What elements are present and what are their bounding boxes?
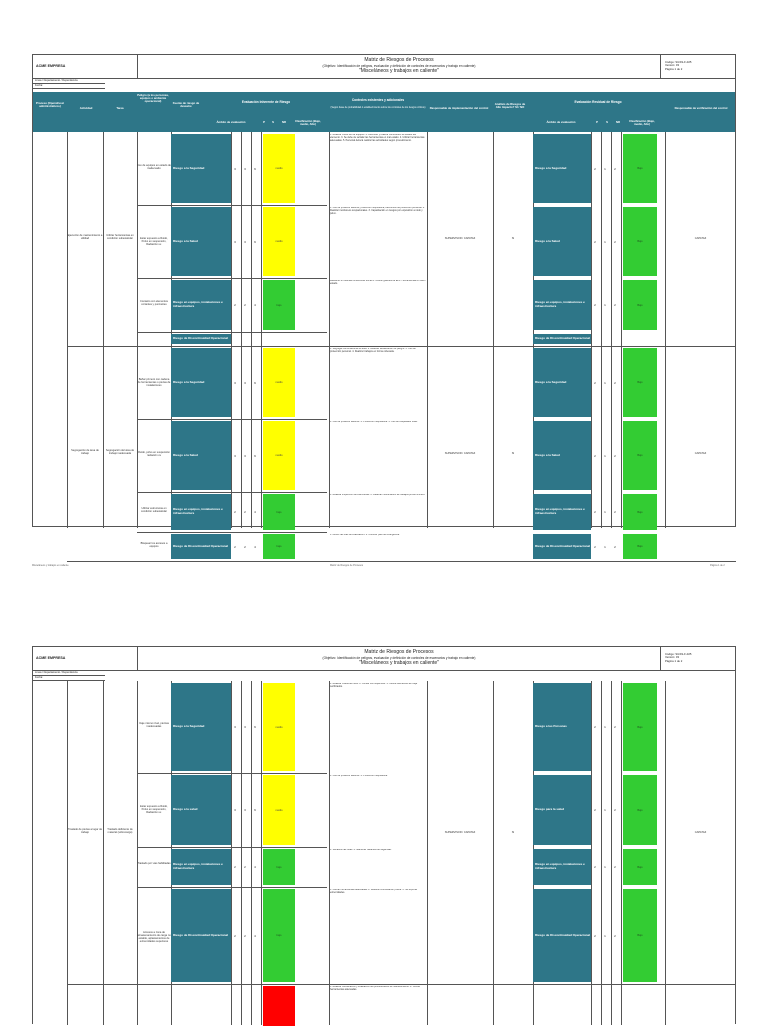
residual-s-cell: 1 xyxy=(604,380,606,385)
classification-cell: medio xyxy=(263,421,295,490)
residual-classification-cell: Bajo xyxy=(623,280,657,330)
document-objective: (Objetivo: Identificación de peligros, evaluación y definición de controles de escenarios y trabajo en caliente) xyxy=(322,64,476,68)
probability-cell: 3 xyxy=(234,725,236,729)
column-divider xyxy=(427,681,428,1025)
risk-level-cell: 4 xyxy=(254,865,256,869)
risk-level-cell: 4 xyxy=(254,510,256,514)
residual-p-cell: 2 xyxy=(594,453,596,458)
residual-classification-cell: Bajo xyxy=(623,134,657,203)
risk-type-cell: Riesgo en equipos, instalaciones e infraestructura xyxy=(171,849,231,885)
residual-classification-cell: Bajo xyxy=(623,849,657,885)
controls-cell: 1. Realizar inspección de estructuras. 2. Realizar coordinación de trabajos previo al inicio. xyxy=(330,494,426,496)
residual-nr-cell: 2 xyxy=(614,933,616,938)
document-meta-2: Código: SGSS-F-025 Versión: 03 Página 1 de 2 xyxy=(665,652,692,663)
classification-cell: medio xyxy=(263,348,295,417)
probability-cell: 3 xyxy=(234,808,236,812)
col-controls: Controles existentes y adicionales xyxy=(351,98,405,102)
probability-cell: 3 xyxy=(234,239,236,244)
group-divider xyxy=(67,561,736,562)
residual-nr-cell: 2 xyxy=(614,865,616,869)
responsible-cell: SUPERVISOR / CAPATAZ xyxy=(444,830,476,834)
document-title: Matriz de Riesgos de Procesos xyxy=(364,57,434,63)
row-divider xyxy=(137,278,327,279)
column-divider xyxy=(231,681,232,1025)
classification-cell: medio xyxy=(263,134,295,203)
column-divider xyxy=(621,681,622,1025)
column-divider xyxy=(591,681,592,1025)
residual-classification-cell: Bajo xyxy=(623,534,657,559)
residual-s-cell: 1 xyxy=(604,453,606,458)
sub-risk: Ámbito de evaluación xyxy=(216,120,246,124)
residual-s-cell: 1 xyxy=(604,725,606,729)
hazard-cell: Contacto con elementos cortantes y punzantes xyxy=(140,300,168,306)
column-divider xyxy=(251,132,252,528)
hazard-cell: Estar expuesto a Ruido, Polvo en suspensión, Radiación uv. xyxy=(140,805,168,814)
sub-nr-res: NR xyxy=(615,120,621,124)
classification-cell: medio xyxy=(263,683,295,771)
column-divider xyxy=(601,132,602,528)
risk-level-cell: 9 xyxy=(254,239,256,244)
sub-risk-res: Ámbito de evaluación xyxy=(546,120,576,124)
residual-risk-cell: Riesgo a la Salud xyxy=(533,421,591,490)
controls-cell: 1. Realizar charla de inicio. 2. Contar con supervisor. 3. Utilizar elementos de izaje certificados. xyxy=(330,683,418,688)
residual-risk-cell: Riesgo en equipos, instalaciones e infraestructura xyxy=(533,494,591,530)
pre-header-date-2: Fecha: xyxy=(33,676,105,681)
document-objective-2: (Objetivo: Identificación de peligros, evaluación y definición de controles de escenarios y trabajo en caliente) xyxy=(322,656,476,660)
sub-p: P xyxy=(263,120,265,124)
hazard-cell: Bañar primero con cadena de herramientas o piezas de instalaciones xyxy=(137,377,171,387)
cert-cell: CAPATAZ xyxy=(694,451,707,455)
residual-classification-cell: Bajo xyxy=(623,494,657,530)
residual-s-cell: 1 xyxy=(604,166,606,171)
row-divider xyxy=(137,205,327,206)
residual-s-cell: 1 xyxy=(604,303,606,307)
severity-cell: 2 xyxy=(244,865,246,869)
residual-p-cell: 2 xyxy=(594,865,596,869)
probability-cell: 2 xyxy=(234,933,236,938)
controls-cell: 1. Señalizar las rutas. 2. Mantener distancia de seguridad. xyxy=(330,849,392,851)
sub-nr: NR xyxy=(281,120,287,124)
classification-cell: bajo xyxy=(263,889,295,982)
column-divider xyxy=(137,681,138,1025)
col-process: Proceso (Operativos/ administrativos) xyxy=(35,101,65,109)
page-header-2 xyxy=(33,647,735,671)
sub-class-res: Clasificación (Bajo, medio, Alto) xyxy=(629,119,655,127)
residual-p-cell: 2 xyxy=(594,510,596,514)
column-divider xyxy=(261,132,262,528)
residual-classification-cell: Bajo xyxy=(623,348,657,417)
activity-cell: Segregación de área de trabajo xyxy=(71,448,99,455)
risk-type-cell: Riesgo a la Salud xyxy=(171,421,231,490)
company-name-2: ACME EMPRESA xyxy=(36,656,66,660)
row-divider xyxy=(137,419,327,420)
document-subtitle: "Misceláneos y trabajos en caliente" xyxy=(359,68,439,74)
column-divider xyxy=(611,681,612,1025)
probability-cell: 3 xyxy=(234,453,236,458)
risk-level-cell: 4 xyxy=(254,303,256,307)
row-divider xyxy=(137,847,327,848)
residual-risk-cell: Riesgo a la Seguridad xyxy=(533,134,591,203)
document-title-2: Matriz de Riesgos de Procesos xyxy=(364,649,434,655)
controls-cell: 1. Utilizar herramientas adecuadas. 2. Realizar coordinación previa. 3. No exponer extremidades. xyxy=(330,889,418,894)
column-divider xyxy=(427,132,428,528)
pre-header-line: Línea / Departamento / Dependencia xyxy=(33,79,105,84)
timeframe-cell: SI xyxy=(511,830,515,834)
controls-cell: 1. Segregar correctamente el área. 2. Realizar señalización de peligro. 3. Uso de protección personal. 4. Realizar trabajos en forma ordenada. xyxy=(330,348,416,353)
footer-right: Página 1 de 2 xyxy=(710,564,725,567)
company-name: ACME EMPRESA xyxy=(36,64,66,68)
residual-risk-cell: Riesgo en equipos, instalaciones e infraestructura xyxy=(533,280,591,330)
residual-p-cell: 2 xyxy=(594,808,596,812)
timeframe-cell: SI xyxy=(511,451,515,455)
footer-center: Matriz de Riesgos de Procesos xyxy=(330,564,364,567)
classification-cell: medio xyxy=(263,207,295,276)
risk-type-cell: Riesgo a la Salud xyxy=(171,207,231,276)
matrix-page-1 xyxy=(32,54,736,549)
row-divider xyxy=(137,532,327,533)
controls-cell: Mantener en buenas condiciones los EPP. Utilizar guantes de EPP. Herramientas en buen estado. xyxy=(330,280,426,285)
controls-cell xyxy=(330,334,426,344)
controls-cell: 1. Uso de protector auditivo, protección respiratoria, elementos de protección personal. 2. Realizar monitoreos ocupacionales. 3. Capacitación en riesgos por exposición a ruido y polvo. xyxy=(330,207,425,215)
severity-cell: 2 xyxy=(244,510,246,514)
sub-s-res: S xyxy=(606,120,608,124)
page-header xyxy=(33,55,735,79)
residual-classification-cell: Bajo xyxy=(623,207,657,276)
probability-cell: 3 xyxy=(234,380,236,385)
group-divider xyxy=(67,346,736,347)
sub-s: S xyxy=(272,120,274,124)
risk-level-cell: 4 xyxy=(254,933,256,938)
col-inherent: Evaluación Inherente de Riesgo xyxy=(241,100,291,104)
residual-s-cell: 1 xyxy=(604,510,606,514)
residual-risk-cell: Riesgo para la salud xyxy=(533,775,591,845)
classification-cell: bajo xyxy=(263,494,295,530)
row-divider xyxy=(137,332,327,333)
column-divider xyxy=(665,132,666,528)
controls-cell: 1. Definir las vías de evacuación. 2. Conocer plan de emergencia. xyxy=(330,534,400,536)
residual-nr-cell: 2 xyxy=(614,725,616,729)
residual-p-cell: 2 xyxy=(594,239,596,244)
document-meta: Código: SGSS-F-025 Versión: 03 Página 1 de 2 xyxy=(665,60,692,71)
severity-cell: 3 xyxy=(244,808,246,812)
severity-cell: 2 xyxy=(244,933,246,938)
hazard-cell: Accesos a zona de almacenamiento de carga no estable, aplastamientos de extremidades superiores xyxy=(137,930,171,943)
column-divider xyxy=(103,681,104,1025)
column-divider xyxy=(665,681,666,1025)
residual-p-cell: 2 xyxy=(594,380,596,385)
risk-level-cell: 9 xyxy=(254,166,256,171)
column-divider xyxy=(67,681,68,1025)
residual-s-cell: 1 xyxy=(604,865,606,869)
activity-cell: Ejecución de mantenimiento a utilidad xyxy=(67,234,103,240)
col-residual: Evaluación Residual de Riesgo xyxy=(574,100,622,104)
row-divider xyxy=(137,492,327,493)
col-controls-note: (Según base de probabilidad ó establecimiento sobre los controles de los riesgos criticos) xyxy=(330,106,426,109)
col-cert: Responsable de verificación del control xyxy=(674,106,728,110)
task-cell: Segregación del área de trabajo inadecuada xyxy=(105,448,135,455)
residual-p-cell: 2 xyxy=(594,933,596,938)
column-header xyxy=(33,92,735,132)
col-timeframe: Análisis de Riesgos de Alto Impacto? SI / NO xyxy=(494,102,526,110)
controls-cell: 1. Uso de protector auditivo. 2. Protección respiratoria. 3. Uso de bloqueador solar. xyxy=(330,421,418,423)
severity-cell: 3 xyxy=(244,380,246,385)
timeframe-cell: SI xyxy=(511,237,515,240)
risk-type-cell: Riesgo en equipos, instalaciones e infraestructura xyxy=(171,494,231,530)
risk-level-cell: 9 xyxy=(254,808,256,812)
risk-type-cell: Riesgo de Discontinuidad Operacional xyxy=(171,534,231,559)
controls-cell: 1. Uso de protector auditivo. 2. Protección respiratoria. xyxy=(330,775,388,777)
residual-classification-cell: Bajo xyxy=(623,775,657,845)
controls-cell: 1. Realizar coordinación y evaluación del procedimiento de mantenimiento. 2. Utilizar herramientas adecuadas. xyxy=(330,986,421,991)
classification-cell-high xyxy=(263,986,295,1026)
residual-p-cell: 2 xyxy=(594,725,596,729)
column-divider xyxy=(67,132,68,528)
col-risk-source: Fuente de riesgo de desastre xyxy=(172,101,200,109)
task-cell: Traslado deficiente de material (sobrecarga) xyxy=(107,827,133,834)
probability-cell: 2 xyxy=(234,865,236,869)
row-divider xyxy=(137,887,327,888)
matrix-page-2 xyxy=(32,646,736,1024)
residual-p-cell: 2 xyxy=(594,544,596,549)
sub-class: Clasificación (Bajo, medio, Alto) xyxy=(295,119,321,127)
probability-cell: 2 xyxy=(234,544,236,549)
residual-nr-cell: 2 xyxy=(614,239,616,244)
residual-nr-cell: 2 xyxy=(614,544,616,549)
hazard-cell: Estar expuesto a Ruido, Polvo en suspensión, Radiación uv. xyxy=(140,236,168,246)
residual-nr-cell: 2 xyxy=(614,808,616,812)
column-divider xyxy=(231,132,232,528)
cert-cell: CAPATAZ xyxy=(694,830,707,834)
column-divider xyxy=(137,132,138,528)
classification-cell: bajo xyxy=(263,280,295,330)
residual-nr-cell: 2 xyxy=(614,453,616,458)
residual-classification-cell: Bajo xyxy=(623,683,657,771)
classification-cell: bajo xyxy=(263,534,295,559)
column-divider xyxy=(611,132,612,528)
document-subtitle-2: "Misceláneos y trabajos en caliente" xyxy=(359,660,439,666)
residual-risk-cell: Riesgo de Discontinuidad Operacional xyxy=(533,334,591,344)
probability-cell: 3 xyxy=(234,166,236,171)
column-divider xyxy=(251,681,252,1025)
column-divider xyxy=(241,132,242,528)
column-divider xyxy=(591,132,592,528)
hazard-cell: Ruido, polvo en suspensión radiación uv xyxy=(138,450,170,457)
risk-level-cell: 9 xyxy=(254,453,256,458)
hazard-cell: Bloquear los accesos a equipos xyxy=(140,541,168,548)
severity-cell: 3 xyxy=(244,725,246,729)
cert-cell: CAPATAZ xyxy=(694,237,707,240)
residual-nr-cell: 2 xyxy=(614,303,616,307)
severity-cell: 3 xyxy=(244,453,246,458)
responsible-cell: SUPERVISOR / CAPATAZ xyxy=(444,451,476,455)
hazard-cell: Traslado por vías habilitadas xyxy=(137,862,171,865)
severity-cell: 3 xyxy=(244,239,246,244)
residual-risk-cell: Riesgo en equipos, instalaciones e infraestructura xyxy=(533,849,591,885)
risk-type-cell: Riesgo en equipos, instalaciones e infraestructura xyxy=(171,280,231,330)
residual-nr-cell: 2 xyxy=(614,380,616,385)
residual-p-cell: 2 xyxy=(594,166,596,171)
risk-level-cell: 4 xyxy=(254,544,256,549)
activity-cell: Traslado de piezas a lugar de trabajo xyxy=(67,827,103,834)
hazard-cell: Uso de equipos en estado de inadecuado xyxy=(137,163,171,170)
severity-cell: 3 xyxy=(244,166,246,171)
residual-classification-cell: Bajo xyxy=(623,889,657,982)
risk-type-cell: Riesgo a la Seguridad xyxy=(171,134,231,203)
responsible-cell: SUPERVISOR / CAPATAZ xyxy=(444,237,476,240)
col-task: Tarea xyxy=(116,106,124,110)
residual-s-cell: 1 xyxy=(604,239,606,244)
pre-header-date: Fecha: xyxy=(33,84,105,89)
col-activity: Actividad xyxy=(79,106,93,110)
residual-nr-cell: 2 xyxy=(614,510,616,514)
residual-risk-cell: Riesgo a la Seguridad xyxy=(533,348,591,417)
residual-nr-cell: 2 xyxy=(614,166,616,171)
residual-classification-cell: Bajo xyxy=(623,421,657,490)
residual-s-cell: 1 xyxy=(604,544,606,549)
col-responsible: Responsable de implementación del control xyxy=(429,106,489,110)
residual-s-cell: 1 xyxy=(604,933,606,938)
risk-level-cell: 9 xyxy=(254,725,256,729)
probability-cell: 2 xyxy=(234,510,236,514)
task-cell: Utilizar herramientas en condición subestándar xyxy=(106,234,134,240)
sub-p-res: P xyxy=(596,120,598,124)
severity-cell: 2 xyxy=(244,544,246,549)
row-divider xyxy=(137,773,327,774)
column-divider xyxy=(261,681,262,1025)
severity-cell: 2 xyxy=(244,303,246,307)
residual-risk-cell: Riesgo de Discontinuidad Operacional xyxy=(533,534,591,559)
column-divider xyxy=(493,132,494,528)
residual-s-cell: 1 xyxy=(604,808,606,812)
classification-cell: medio xyxy=(263,775,295,845)
probability-cell: 2 xyxy=(234,303,236,307)
column-divider xyxy=(241,681,242,1025)
risk-type-cell: Riesgo de Discontinuidad Operacional xyxy=(171,889,231,982)
residual-risk-cell: Riesgo a la Salud xyxy=(533,207,591,276)
risk-level-cell: 9 xyxy=(254,380,256,385)
column-divider xyxy=(621,132,622,528)
risk-type-cell: Riesgo a la Seguridad xyxy=(171,683,231,771)
residual-risk-cell: Riesgo de Discontinuidad Operacional xyxy=(533,889,591,982)
risk-type-cell: Riesgo de Discontinuidad Operacional xyxy=(171,334,231,344)
column-divider xyxy=(601,681,602,1025)
pre-header-line-2: Línea / Departamento / Dependencia xyxy=(33,671,105,676)
hazard-cell: Utilizar estructuras en condición subestándar xyxy=(141,507,167,513)
footer-left: Misceláneos y trabajos en caliente xyxy=(32,564,69,567)
risk-type-cell: Riesgo a la Seguridad xyxy=(171,348,231,417)
column-divider xyxy=(493,681,494,1025)
column-divider xyxy=(103,132,104,528)
hazard-cell: Izaje mismo nivel, piernas inadecuadas xyxy=(139,722,169,728)
controls-cell: 1. Realizar check list de equipos. 2. Recordar y realizar verificación de estado del elemento. 3. Se debe de señalar las herramientas en mal estado. 4. Utilizar herramientas adecuadas. 5. Personal deberá realizar las actividades según procedimiento. xyxy=(330,134,425,142)
residual-risk-cell: Riesgo a las Personas xyxy=(533,683,591,771)
col-hazard: Peligro (a los personas, equipos o ambiente operacional) xyxy=(137,93,169,104)
risk-type-cell: Riesgo a la salud xyxy=(171,775,231,845)
classification-cell: bajo xyxy=(263,849,295,885)
residual-p-cell: 2 xyxy=(594,303,596,307)
group-divider xyxy=(67,984,736,985)
